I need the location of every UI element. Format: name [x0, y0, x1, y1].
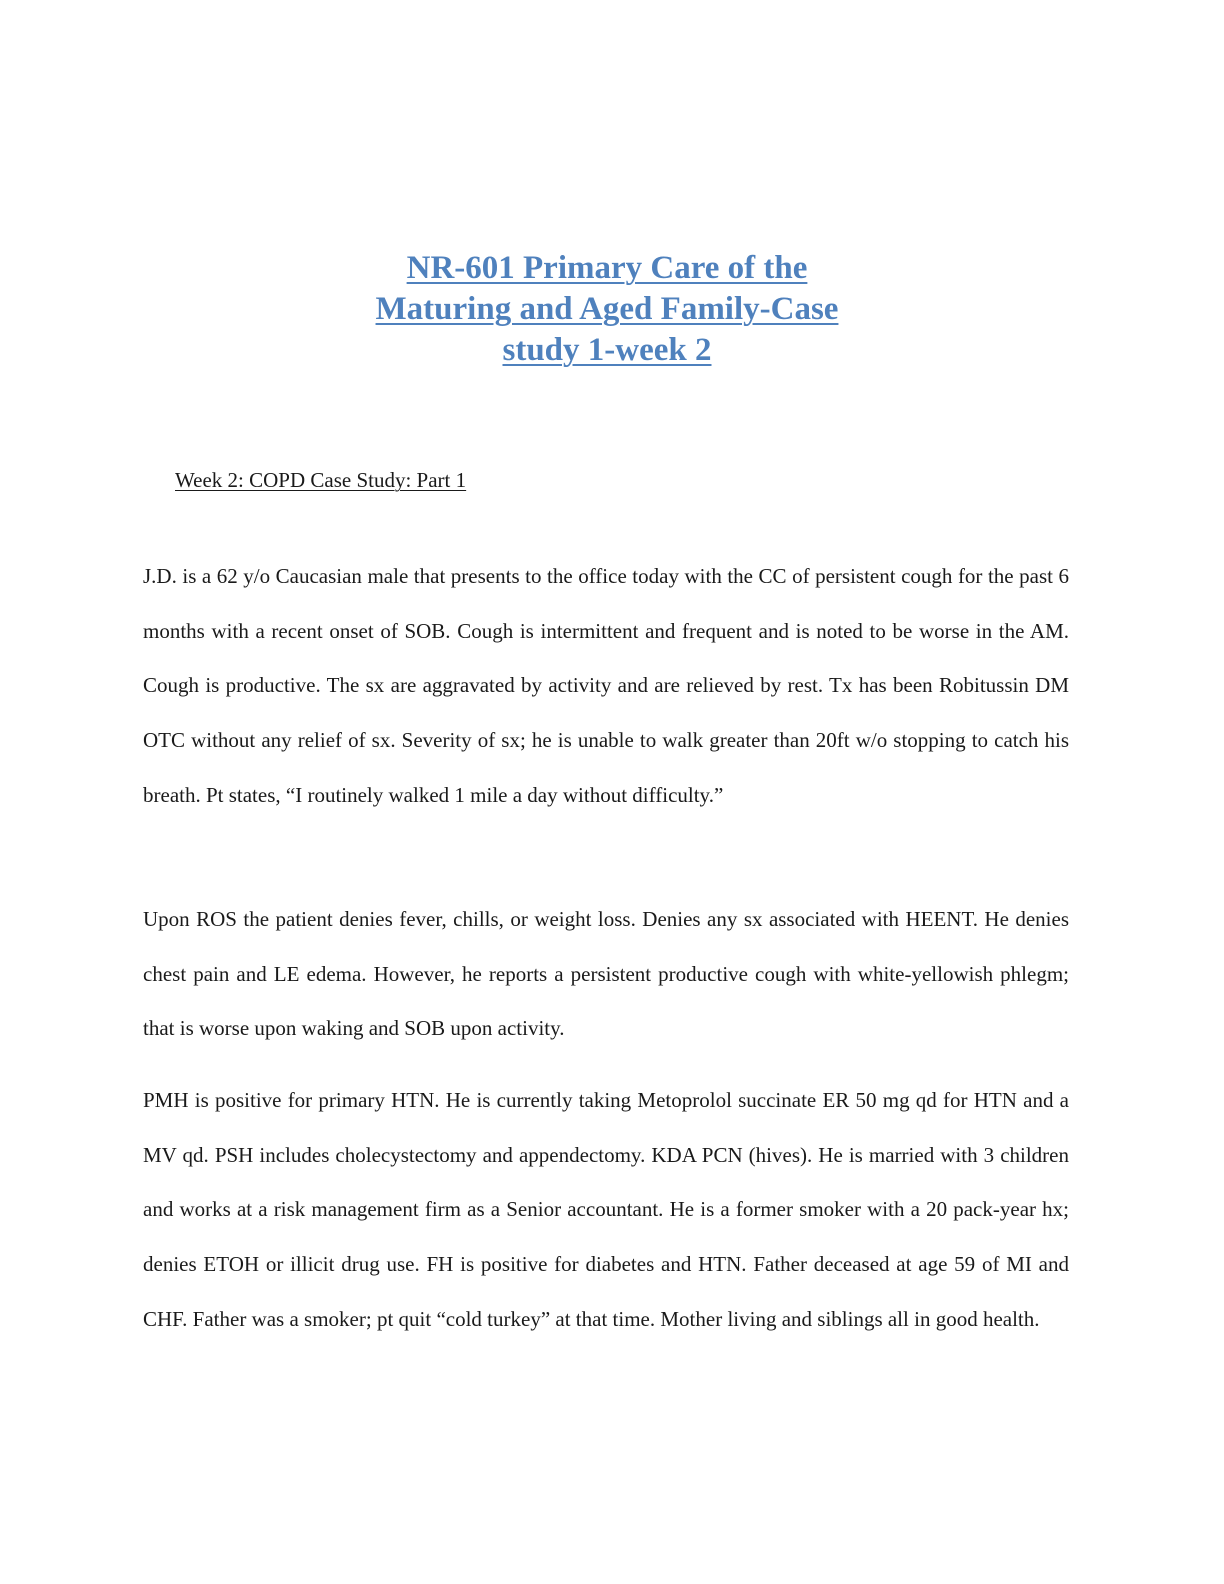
title-line-1: NR-601 Primary Care of the: [406, 250, 808, 286]
paragraph-review-of-systems: Upon ROS the patient denies fever, chills, or weight loss. Denies any sx associated with HEENT. He denies chest pain and LE edema. However, he reports a persistent productive cough with white-yellowish phlegm; that is worse upon waking and SOB upon activity.: [143, 907, 1069, 1041]
title-line-3: study 1-week 2: [502, 332, 712, 368]
section-heading: Week 2: COPD Case Study: Part 1: [175, 468, 467, 492]
paragraph-history-present-illness: J.D. is a 62 y/o Caucasian male that presents to the office today with the CC of persistent cough for the past 6 months with a recent onset of SOB. Cough is intermittent and frequent and is noted to be worse in the AM. Cough is productive. The sx are aggravated by activity and are relieved by rest. Tx has been Robitussin DM OTC without any relief of sx. Severity of sx; he is unable to walk greater than 20ft w/o stopping to catch his breath. Pt states, “I routinely walked 1 mile a day without difficulty.”: [143, 564, 1069, 807]
document-title: [312, 248, 902, 371]
paragraph-past-medical-history: PMH is positive for primary HTN. He is currently taking Metoprolol succinate ER 50 mg qd for HTN and a MV qd. PSH includes cholecystectomy and appendectomy. KDA PCN (hives). He is married with 3 children and works at a risk management firm as a Senior accountant. He is a former smoker with a 20 pack-year hx; denies ETOH or illicit drug use. FH is positive for diabetes and HTN. Father deceased at age 59 of MI and CHF. Father was a smoker; pt quit “cold turkey” at that time. Mother living and siblings all in good health.: [143, 1088, 1069, 1331]
title-line-2: Maturing and Aged Family-Case: [375, 291, 839, 327]
